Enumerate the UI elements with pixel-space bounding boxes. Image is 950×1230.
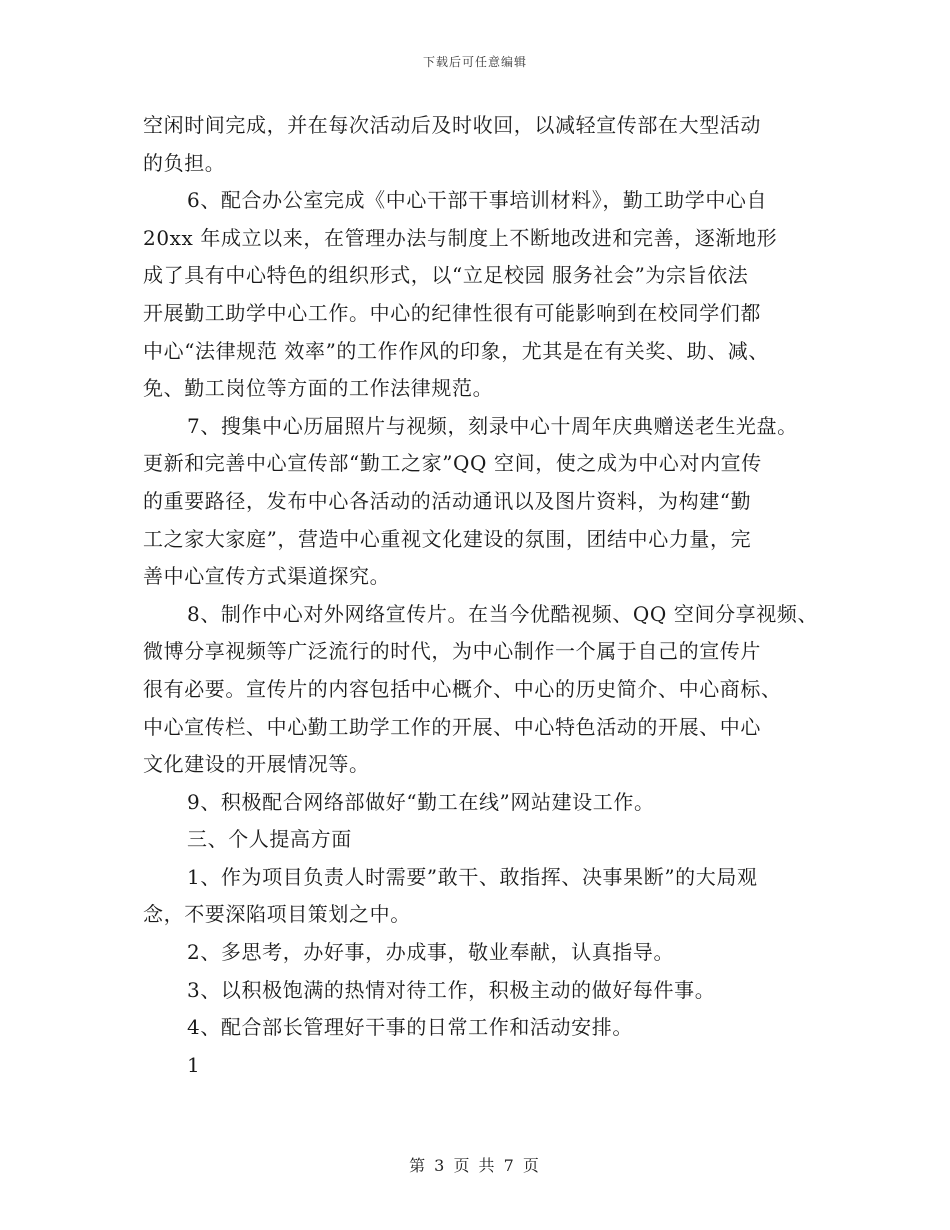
section-heading: 三、个人提高方面 — [187, 827, 352, 852]
text-line: 7、搜集中心历届照片与视频，刻录中心十周年庆典赠送老生光盘。 — [187, 413, 798, 438]
text-line: 中心“法律规范 效率”的工作作风的印象，尤其是在有关奖、助、减、 — [143, 338, 770, 363]
text-line: 更新和完善中心宣传部“勤工之家”QQ 空间，使之成为中心对内宣传 — [143, 451, 762, 476]
stray-page-number: 1 — [187, 1052, 201, 1077]
text-line: 20xx 年成立以来，在管理办法与制度上不断地改进和完善，逐渐地形 — [143, 225, 778, 250]
text-line: 的重要路径，发布中心各活动的活动通讯以及图片资料，为构建“勤 — [143, 488, 752, 513]
text-line: 善中心宣传方式渠道探究。 — [143, 564, 391, 589]
text-line: 微博分享视频等广泛流行的时代，为中心制作一个属于自己的宣传片 — [143, 639, 761, 664]
text-line: 4、配合部长管理好干事的日常工作和活动安排。 — [187, 1015, 633, 1040]
text-line: 中心宣传栏、中心勤工助学工作的开展、中心特色活动的开展、中心 — [143, 714, 761, 739]
text-line: 8、制作中心对外网络宣传片。在当今优酷视频、QQ 空间分享视频、 — [187, 601, 819, 626]
text-line: 3、以积极饱满的热情对待工作，积极主动的做好每件事。 — [187, 977, 716, 1002]
text-line: 空闲时间完成，并在每次活动后及时收回，以减轻宣传部在大型活动 — [143, 113, 761, 137]
text-line: 2、多思考，办好事，办成事，敬业奉献，认真指导。 — [187, 940, 675, 965]
text-line: 1、作为项目负责人时需要”敢干、敢指挥、决事果断”的大局观 — [187, 864, 758, 889]
page-footer: 第 3 页 共 7 页 — [409, 1156, 541, 1175]
text-line: 成了具有中心特色的组织形式，以“立足校园 服务社会”为宗旨依法 — [143, 263, 749, 288]
text-line: 的负担。 — [143, 150, 226, 175]
text-line: 文化建设的开展情况等。 — [143, 752, 370, 777]
text-line: 工之家大家庭”，营造中心重视文化建设的氛围，团结中心力量，完 — [143, 526, 752, 551]
page-header: 下载后可任意编辑 — [422, 55, 527, 69]
text-line: 开展勤工助学中心工作。中心的纪律性很有可能影响到在校同学们都 — [143, 300, 761, 325]
text-line: 6、配合办公室完成《中心干部干事培训材料》，勤工助学中心自 — [187, 188, 768, 213]
text-line: 9、积极配合网络部做好“勤工在线”网站建设工作。 — [187, 789, 655, 814]
text-line: 很有必要。宣传片的内容包括中心概介、中心的历史简介、中心商标、 — [143, 676, 782, 701]
text-line: 免、勤工岗位等方面的工作法律规范。 — [143, 376, 494, 401]
document-body — [143, 107, 833, 1084]
text-line: 念，不要深陷项目策划之中。 — [143, 902, 411, 927]
